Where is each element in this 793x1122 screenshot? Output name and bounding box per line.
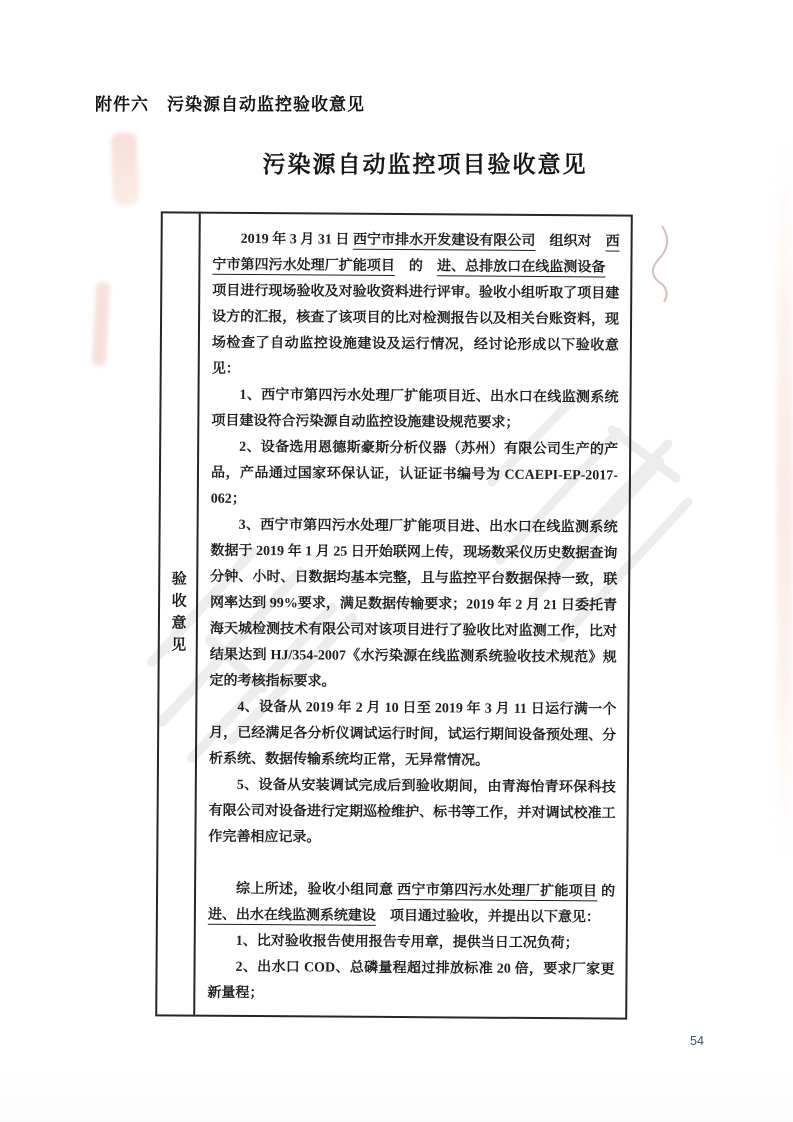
page-number: 54 [690,1034,704,1048]
paragraph [209,513,617,698]
row-label: 验收意见 [169,569,186,659]
text: 1、西宁市第四污水处理厂扩能项目近、出水口在线监测系统项目建设符合污染源自动监控设施建设规范要求； [211,387,619,431]
text: 2、出水口 COD、总磷量程超过排放标准 20 倍，要求厂家更新量程； [207,959,615,1002]
paragraph [208,877,615,932]
scan-shade [0,1062,793,1122]
underlined-text: 进、总排放口在线监测设备 [436,259,606,276]
text: 综上所述，验收小组同意 [236,881,398,899]
paragraph [207,955,614,1010]
text: 组织对 [535,233,606,250]
text: 4、设备从 2019 年 2 月 10 日至 2019 年 3 月 11 日运行满一个月，已经满足各分析仪调试运行时间，试运行期间设备预处理、分析系统、数据传输系统均正常，无异常情况。 [208,699,617,769]
text: 1、比对验收报告使用报告专用章，提供当日工况负荷； [235,933,579,952]
text: 5、设备从安装调试完成后到验收期间，由青海怡青环保科技有限公司对设备进行定期巡检维护、标书等工作，并对调试校准工作完善相应记录。 [208,777,616,846]
paragraph [209,695,617,776]
paragraph [208,773,616,854]
paragraph [208,929,615,958]
text: 项目通过验收，并提出以下意见： [375,908,600,926]
paragraph [211,435,619,516]
text: 的 [394,258,438,275]
opinion-content [195,214,631,1018]
underlined-text: 进、出水在线监测系统建设 [207,907,376,924]
underlined-text: 西宁市第四污水处理厂扩能项目 [212,234,620,274]
text: 的 [597,884,616,900]
text: 项目进行现场验收及对验收资料进行评审。验收小组听取了项目建设方的汇报，核查了该项目的比对检测报告以及相关台账资料，现场检查了自动监控设施建设及运行情况，经讨论形成以下验收意见： [211,260,620,377]
text: 2019 年 3 月 31 日 [240,231,354,248]
attachment-heading: 附件六 污染源自动监控验收意见 [95,95,365,114]
underlined-text: 西宁市第四污水处理厂扩能项目 [397,883,598,900]
row-label-cell [157,213,201,1014]
scan-artifact-pink [111,133,139,206]
text: 2、设备选用恩德斯豪斯分析仪器（苏州）有限公司生产的产品，产品通过国家环保认证，认证证书编号为 CCAEPI-EP-2017-062； [210,439,619,507]
scan-edge-tint [777,140,793,860]
scan-artifact-pink [92,282,110,367]
paragraph [211,383,618,438]
text: 3、西宁市第四污水处理厂扩能项目进、出水口在线监测系统数据于 2019 年 1 月 25 日开始联网上传，现场数采仪历史数据查询分钟、小时、日数据均基本完整，且与监控平台数据保持一致，联网率达到 99%要求，满足数据传输要求；2019 年 2 月 21 日委托青海天城检测技术有限公司对该项目进行了验收比对监测工作，比对结果达到 HJ/354-2007《水污染源在线监测系统验收技术规范》规定的考核指标要求。 [209,517,618,690]
underlined-text: 西宁市排水开发建设有限公司 [352,232,536,249]
paragraph [212,227,620,386]
acceptance-opinion-table [155,211,633,1019]
document-title: 污染源自动监控项目验收意见 [262,152,588,177]
